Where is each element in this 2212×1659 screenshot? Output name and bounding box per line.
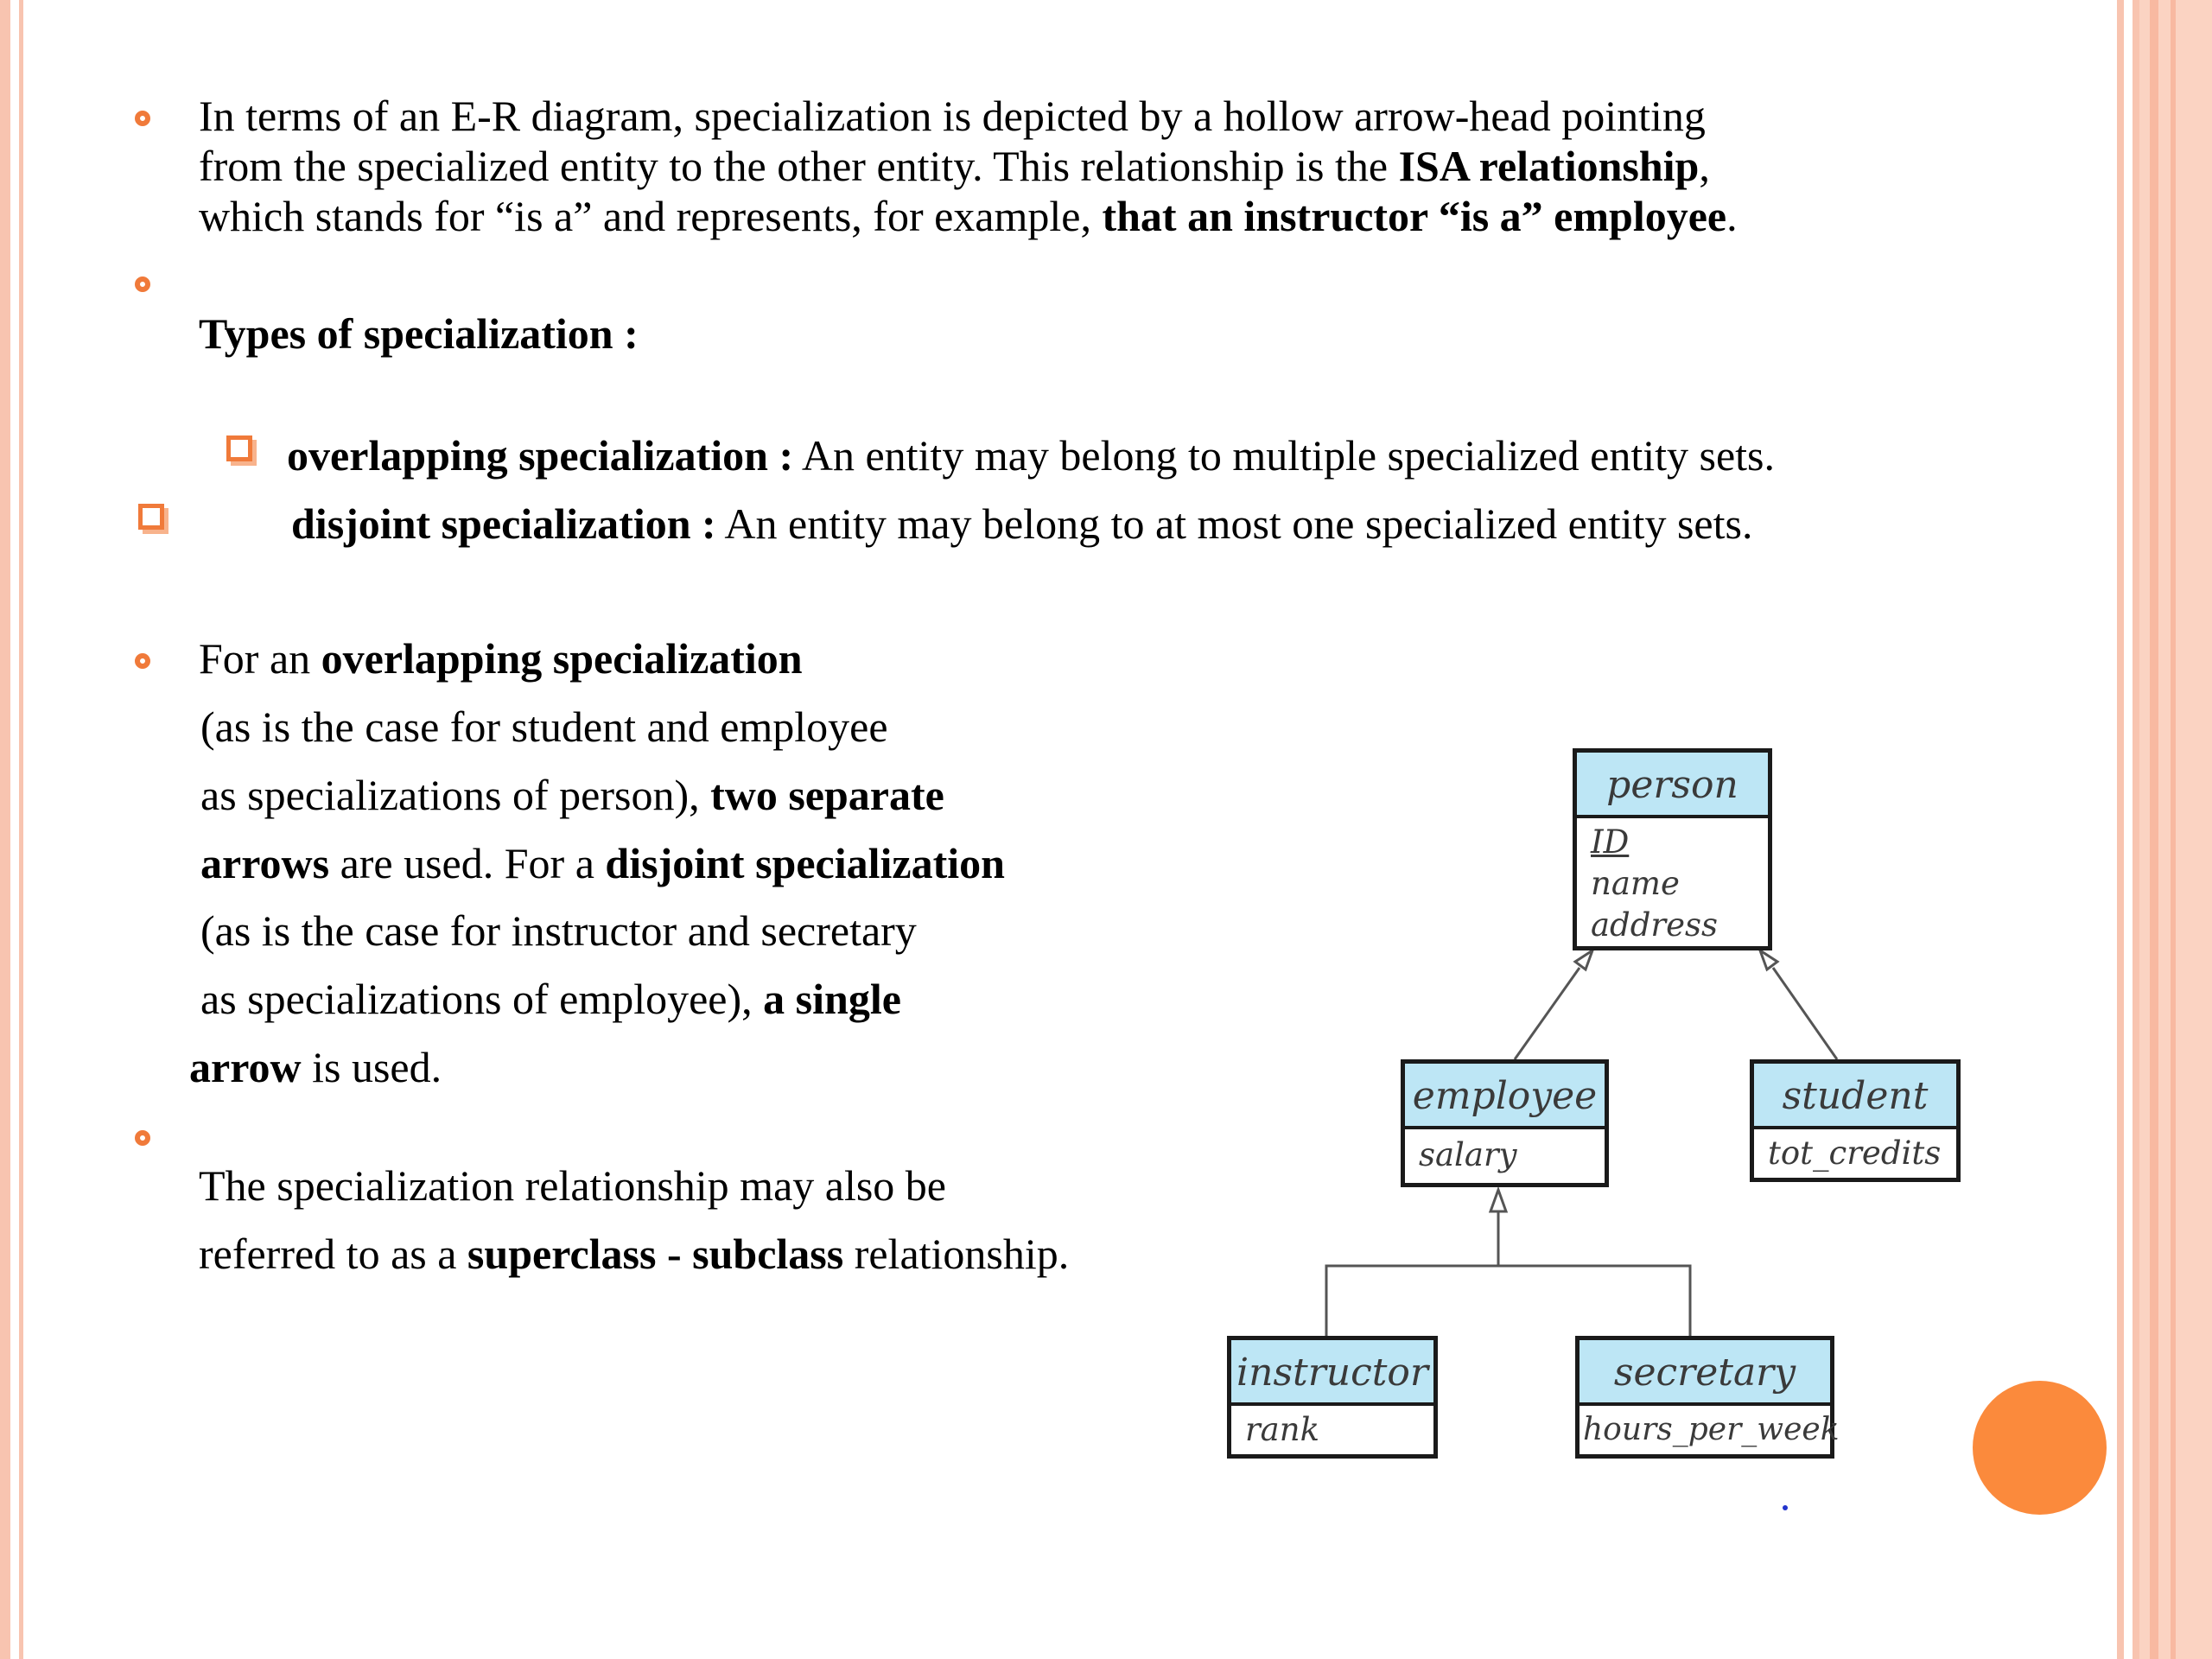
entity-instructor-attr-rank: rank bbox=[1245, 1411, 1319, 1448]
bullet3-line4: arrows are used. For a disjoint specialization bbox=[200, 839, 1005, 887]
entity-person-attr-name: name bbox=[1591, 865, 1680, 902]
types-heading: Types of specialization : bbox=[199, 309, 639, 358]
bullet4-line2: referred to as a superclass - subclass relationship. bbox=[199, 1230, 1070, 1278]
employee-arrowhead bbox=[1575, 950, 1592, 969]
entity-student-name: student bbox=[1754, 1064, 1956, 1129]
blue-speck bbox=[1783, 1505, 1788, 1510]
entity-person-attr-address: address bbox=[1591, 906, 1718, 944]
bullet3-line5: (as is the case for instructor and secretary bbox=[200, 906, 917, 955]
disjoint-arrowhead bbox=[1491, 1190, 1506, 1211]
entity-student-attr-tot-credits: tot_credits bbox=[1768, 1135, 1942, 1172]
bullet3-line3: as specializations of person), two separate bbox=[200, 771, 944, 819]
entity-secretary-name: secretary bbox=[1580, 1340, 1830, 1406]
entity-instructor bbox=[1227, 1336, 1438, 1459]
bullet3-line2: (as is the case for student and employee bbox=[200, 702, 888, 751]
entity-employee-attr-salary: salary bbox=[1419, 1136, 1517, 1173]
entity-employee-name: employee bbox=[1405, 1064, 1605, 1129]
bullet1-line2: from the specialized entity to the other entity. This relationship is the ISA relationship, bbox=[199, 142, 1710, 190]
entity-secretary bbox=[1575, 1336, 1840, 1459]
entity-person-attr-id: ID bbox=[1591, 823, 1630, 861]
entity-person-name: person bbox=[1577, 753, 1768, 818]
bullet3-line1: For an overlapping specialization bbox=[199, 634, 803, 683]
disjoint-branch-line bbox=[1326, 1266, 1690, 1338]
bullet3-line6: as specializations of employee), a single bbox=[200, 975, 901, 1023]
entity-instructor-name: instructor bbox=[1231, 1340, 1433, 1406]
bullet1-line3: which stands for “is a” and represents, for example, that an instructor “is a” employee. bbox=[199, 192, 1738, 240]
bullet1-line1: In terms of an E-R diagram, specialization is depicted by a hollow arrow-head pointing bbox=[199, 92, 1706, 140]
entity-person bbox=[1573, 748, 1772, 950]
student-arrowhead bbox=[1760, 950, 1777, 969]
entity-secretary-attr-hours: hours_per_week bbox=[1583, 1412, 1840, 1447]
entity-student bbox=[1750, 1059, 1961, 1182]
disjoint-line: disjoint specialization : An entity may belong to at most one specialized entity sets. bbox=[291, 499, 1753, 548]
bullet3-line7: arrow is used. bbox=[189, 1043, 442, 1091]
student-to-person-line bbox=[1773, 968, 1837, 1059]
bullet4-line1: The specialization relationship may also be bbox=[199, 1161, 946, 1210]
entity-employee bbox=[1401, 1059, 1609, 1187]
overlapping-line: overlapping specialization : An entity may belong to multiple specialized entity sets. bbox=[287, 431, 1775, 480]
employee-to-person-line bbox=[1515, 968, 1580, 1059]
